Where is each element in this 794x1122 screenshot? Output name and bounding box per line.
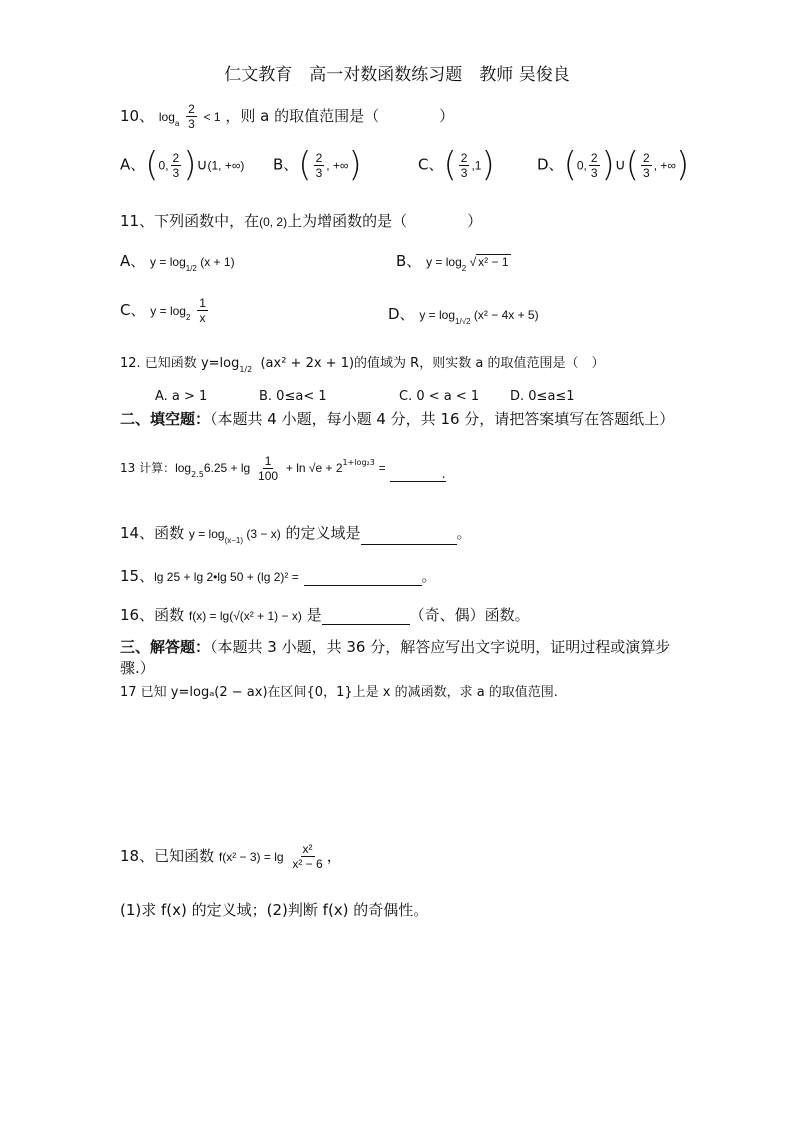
q15-answer-blank[interactable] — [304, 567, 422, 586]
q10-number: 10、 — [120, 107, 155, 125]
q10-option-b: B、( $\frac{2}{3}$ , +∞) — [273, 145, 362, 185]
question-14: 14、函数 $y = \log_{(x-1)} (3 - x)$ 的定义域是 。 — [120, 524, 472, 545]
q14-answer-blank[interactable] — [361, 526, 457, 545]
question-13: 13 计算：$\log_{2.5}6.25 + \lg$ $\frac{1}{100}$ + $\ln √e + 2^{1+log_23}$ = . — [120, 454, 446, 483]
q11-option-a: A、 $y = \log_{1/2} (x + 1)$ — [120, 252, 235, 273]
question-10 — [120, 103, 454, 130]
section-2-heading: 二、填空题：（本题共 4 小题，每小题 4 分，共 16 分，请把答案填写在答题纸上） — [120, 410, 675, 428]
q12-option-d: D. 0≤a≤1 — [510, 389, 575, 404]
question-18: 18、已知函数 f(x² − 3) = lg $\frac{\text{x²}}{\text{x² − 6}}$ ， — [120, 842, 342, 871]
q11-option-c: C、 $y = \log_2$ $\frac{1}{x}$ — [120, 296, 206, 325]
question-12: 12. 已知函数 $y=\log_{1/2}$ (ax² + 2x + 1)的值域为 R，则实数 a 的取值范围是（ ） — [120, 356, 605, 374]
page-title: 仁文教育 高一对数函数练习题 教师 吴俊良 — [224, 65, 570, 85]
q16-answer-blank[interactable] — [322, 606, 410, 625]
q10-option-d: D、(0, $\frac{2}{3}$ )∪( $\frac{2}{3}$ , +∞) — [537, 145, 690, 185]
q11-option-b: B、 $y = \log_2$ √ x² − 1 — [396, 252, 509, 273]
q13-answer-blank[interactable]: . — [390, 467, 446, 482]
q11-interval: (0, 2) — [259, 215, 288, 229]
question-17: 17 已知 y=logₐ(2 − ax)在区间{0，1}上是 x 的减函数，求 a 的取值范围. — [120, 685, 558, 700]
q10-inequality: < 1 — [203, 110, 221, 124]
q10-option-a: A、(0, $\frac{2}{3}$ )∪(1, +∞) — [120, 145, 245, 185]
q12-option-c: C. 0 < a < 1 — [399, 389, 480, 404]
q12-option-a: A. a > 1 — [155, 389, 208, 404]
q12-option-b: B. 0≤a< 1 — [259, 389, 327, 404]
question-18-parts: (1)求 f(x) 的定义域；(2)判断 f(x) 的奇偶性。 — [120, 901, 429, 919]
question-15: 15、lg 25 + lg 2•lg 50 + (lg 2)² = 。 — [120, 567, 437, 585]
q11-option-d: D、 $y = \log_{1/√2} (x^2 - 4x + 5)$ — [388, 305, 539, 326]
q10-tail: ，则 a 的取值范围是（ ） — [225, 107, 455, 125]
question-11: 11、下列函数中，在(0, 2)上为增函数的是（ ） — [120, 212, 483, 230]
q10-log: $\log_a$ — [158, 110, 180, 128]
question-16: 16、函数 f(x) = lg(√(x² + 1) − x) 是 （奇、偶）函数。 — [120, 606, 530, 624]
q10-fraction: $\frac{2}{3}$ — [188, 102, 195, 131]
q10-option-c: C、( $\frac{2}{3}$ ,1) — [418, 145, 495, 185]
section-3-heading: 三、解答题：（本题共 3 小题，共 36 分，解答应写出文字说明，证明过程或演算步骤.） — [120, 638, 671, 677]
